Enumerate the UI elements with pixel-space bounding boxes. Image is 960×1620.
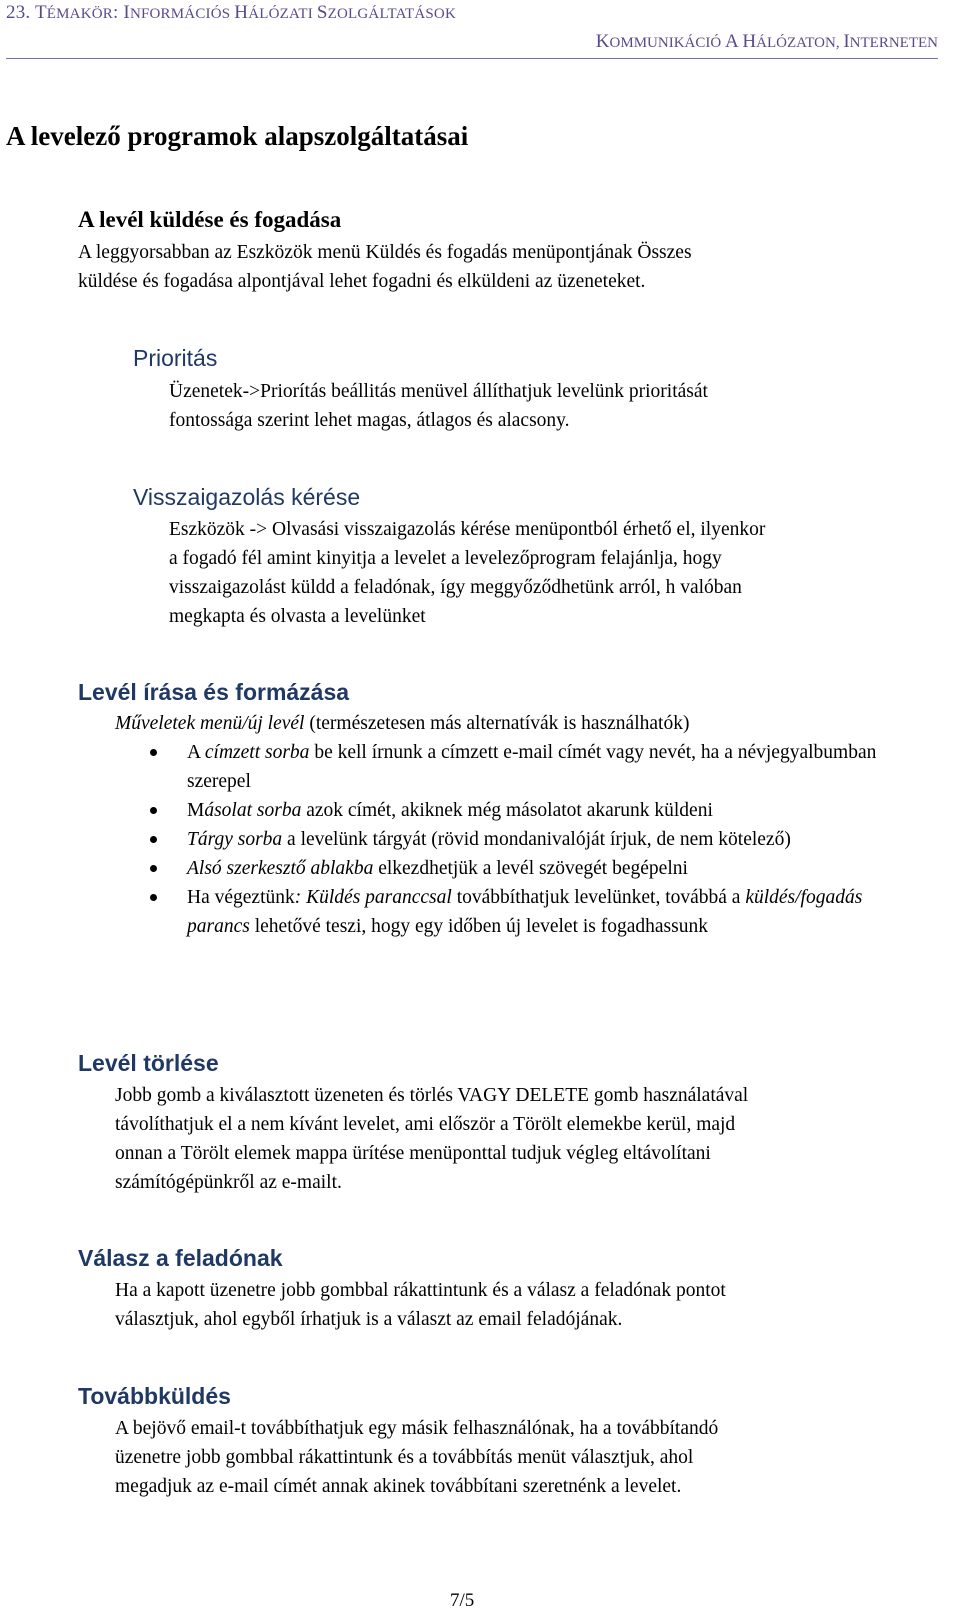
text-line: a fogadó fél amint kinyitja a levelet a levelezőprogram felajánlja, hogy [169,548,722,569]
section-heading-send-receive: A levél küldése és fogadása [78,207,342,232]
running-header-subtopic [596,31,938,53]
bullet-text: be kell írnunk a címzett e-mail címét vagy nevét, ha a névjegyalbumban szerepel [187,742,877,792]
text-line: választjuk, ahol egyből írhatjuk is a választ az email feladójának. [115,1309,623,1330]
header-text-part: ÁLÓZATI [248,6,317,22]
bullet-dot-icon [150,836,157,843]
writing-intro-rest: (természetesen más alternatívák is használhatók) [304,713,690,734]
forward-body [115,1414,718,1501]
text-line: fontossága szerint lehet magas, átlagos és alacsony. [169,410,570,431]
bullet-text: A [187,742,205,763]
writing-intro-italic: Műveletek menü/új levél [115,713,305,734]
bullet-dot-icon [150,807,157,814]
bullet-text: azok címét, akiknek még másolatot akarunk küldeni [301,800,713,821]
bullet-item [150,738,930,796]
bullet-italic-text: címzett sorba [204,742,310,763]
text-line: üzenetre jobb gombbal rákattintunk és a továbbítás menüt választjuk, ahol [115,1447,694,1468]
header-text-part: T [34,2,47,23]
subsection-heading-priority: Prioritás [133,345,218,371]
header-text-part: NTERNETEN [849,35,938,51]
text-line: A bejövő email-t továbbíthatjuk egy másik felhasználónak, ha a továbbítandó [115,1418,719,1439]
header-text-part: A [724,31,743,52]
bullet-item [150,825,930,854]
header-text-part: NFORMÁCIÓS [129,6,235,22]
text-line: távolíthatjuk el a nem kívánt levelet, ami először a Törölt elemekbe kerül, majd [115,1114,736,1135]
bullet-italic-text: Alsó szerkesztő ablakba [187,858,374,879]
bullet-text: a levelünk tárgyát (rövid mondanivalóját írjuk, de nem kötelező) [282,829,791,850]
header-text-part: OMMUNIKÁCIÓ [609,35,725,51]
section-heading-reply: Válasz a feladónak [78,1245,283,1271]
header-text-part: S [316,2,328,23]
header-text-part: K [595,31,610,52]
bullet-text: Ha végeztünk [187,887,295,908]
bullet-dot-icon [150,749,157,756]
bullet-text: M [187,800,205,821]
subsection-heading-read-receipt: Visszaigazolás kérése [133,484,361,510]
header-divider [6,58,938,59]
header-number: 23. [6,2,35,23]
section-heading-writing: Levél írása és formázása [78,679,350,705]
bullet-dot-icon [150,865,157,872]
bullet-italic-text: küldés/fogadás parancs [187,887,863,937]
reply-body [115,1276,726,1334]
text-line: számítógépünkről az e-mailt. [115,1172,342,1193]
header-text-part: ÉMAKÖR [46,6,113,22]
section-heading-forward: Továbbküldés [78,1383,231,1409]
header-text-part: ÁLÓZATON, [756,35,844,51]
writing-intro [115,709,689,738]
bullet-text: továbbíthatjuk levelünket, továbbá a [451,887,746,908]
writing-bullet-list [150,738,930,941]
bullet-italic-text: Tárgy sorba [187,829,283,850]
text-line: Eszközök -> Olvasási visszaigazolás kérése menüpontból érhető el, ilyenkor [169,519,766,540]
delete-body [115,1081,748,1197]
text-line: küldése és fogadása alpontjával lehet fogadni és elküldeni az üzeneteket. [78,271,646,292]
bullet-text: elkezdhetjük a levél szövegét begépelni [373,858,688,879]
section-heading-delete: Levél törlése [78,1050,219,1076]
text-line: Jobb gomb a kiválasztott üzeneten és törlés VAGY DELETE gomb használatával [115,1085,749,1106]
text-line: onnan a Törölt elemek mappa ürítése menüponttal tudjuk végleg eltávolítani [115,1143,711,1164]
header-topic-text [35,2,456,23]
page-number: 7/5 [450,1590,475,1611]
text-line: visszaigazolást küldd a feladónak, így meggyőződhetünk arról, h valóban [169,577,742,598]
section-send-receive-body [78,238,692,296]
text-line: Üzenetek->Priorítás beállitás menüvel állíthatjuk levelünk prioritását [169,381,708,402]
header-text-part: : [112,2,124,23]
text-line: megkapta és olvasta a levelünket [169,606,426,627]
text-line: megadjuk az e-mail címét annak akinek továbbítani szeretnénk a levelet. [115,1476,682,1497]
bullet-italic-text: : Küldés paranccsal [294,887,452,908]
priority-body [169,377,708,435]
bullet-text: lehetővé teszi, hogy egy időben új levelet is fogadhassunk [249,916,708,937]
header-text-part: I [843,31,850,52]
page-title: A levelező programok alapszolgáltatásai [6,121,469,151]
bullet-item [150,796,930,825]
running-header-topic [6,2,456,24]
read-receipt-body [169,515,765,631]
bullet-dot-icon [150,894,157,901]
header-text-part: H [742,31,757,52]
header-text-part: ZOLGÁLTATÁSOK [327,6,456,22]
header-text-part: I [123,2,130,23]
text-line: A leggyorsabban az Eszközök menü Küldés és fogadás menüpontjának Összes [78,242,692,263]
bullet-italic-text: ásolat sorba [204,800,302,821]
bullet-item [150,883,930,941]
header-text-part: H [234,2,249,23]
text-line: Ha a kapott üzenetre jobb gombbal rákattintunk és a válasz a feladónak pontot [115,1280,726,1301]
bullet-item [150,854,930,883]
